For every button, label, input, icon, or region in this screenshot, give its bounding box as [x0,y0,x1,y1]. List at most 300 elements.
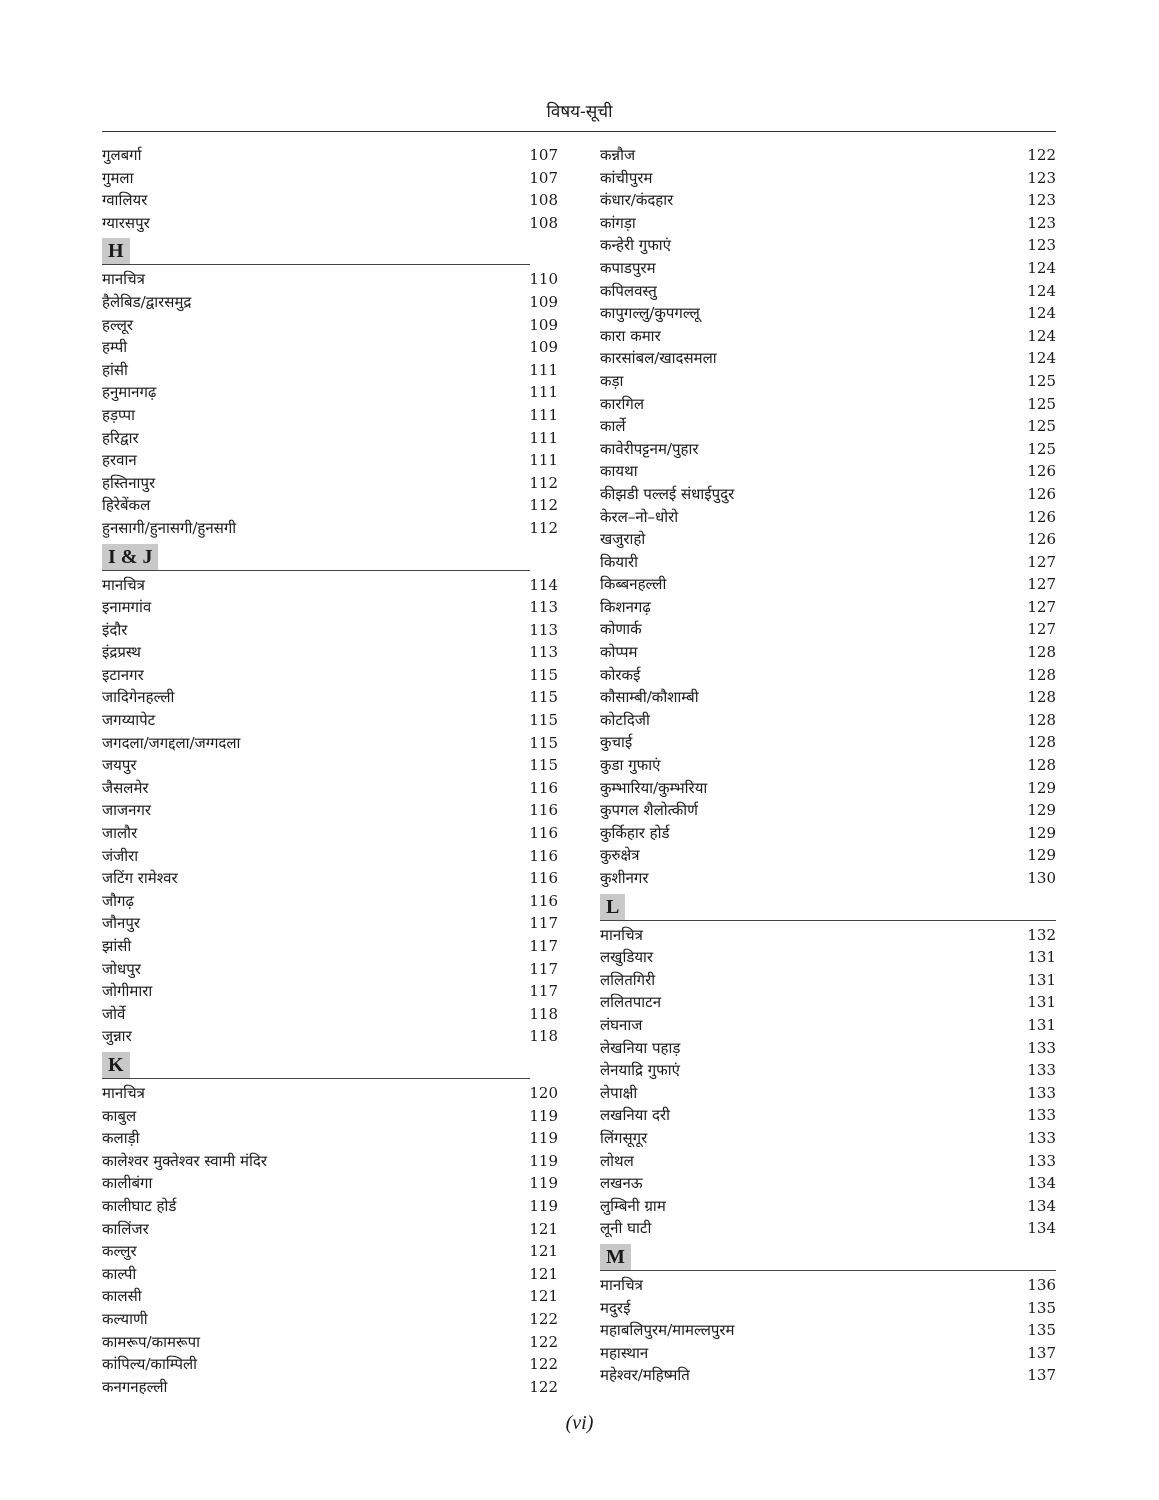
page-number: (vi) [565,1412,594,1434]
entry-page-number: 131 [1027,993,1056,1012]
index-entry [102,1331,558,1354]
index-entry [102,709,558,732]
index-entry [600,280,1056,303]
entry-name: कांगड़ा [600,213,636,232]
entry-name: इंदौर [102,620,128,639]
entry-name: केरल–नो–धोरो [600,507,679,526]
index-entry [102,799,558,822]
entry-name: जौनपुर [102,914,140,933]
entry-page-number: 133 [1027,1151,1056,1170]
index-entry [600,551,1056,574]
entry-page-number: 122 [1027,146,1056,164]
entry-page-number: 115 [529,688,558,707]
entry-page-number: 117 [529,937,558,955]
index-entry [600,1274,1056,1297]
index-entry [102,890,558,913]
entry-page-number: 127 [1027,597,1056,616]
entry-page-number: 129 [1027,846,1056,865]
entry-name: जौगढ़ [102,891,134,910]
index-entry [102,359,558,382]
entry-page-number: 116 [529,891,558,910]
index-entry [102,1082,558,1105]
entry-name: महेश्वर/महिष्मति [600,1366,690,1385]
entry-page-number: 115 [529,756,558,775]
index-entry [102,980,558,1003]
entry-page-number: 137 [1027,1343,1056,1362]
entry-page-number: 121 [529,1219,558,1238]
entry-name: कल्याणी [102,1309,148,1328]
index-entry [102,1376,558,1399]
index-entry [600,686,1056,709]
index-entry [102,1003,558,1026]
index-entry [102,732,558,755]
entry-page-number: 114 [529,575,558,594]
index-entry [600,1150,1056,1173]
entry-name: महास्थान [600,1343,649,1362]
entry-page-number: 133 [1027,1106,1056,1125]
index-entry [600,212,1056,235]
entry-name: काल्पी [102,1264,137,1283]
index-entry [600,1364,1056,1387]
index-entry [600,325,1056,348]
section-letter: H [102,238,130,264]
entry-name: कालीघाट होर्ड [102,1196,177,1215]
index-entry [600,370,1056,393]
entry-page-number: 115 [529,711,558,730]
entry-name: जाजनगर [102,801,152,820]
index-entry [102,144,558,167]
entry-page-number: 124 [1027,258,1056,277]
entry-name: काबुल [102,1106,137,1125]
entry-name: जादिगेनहल्ली [102,688,175,707]
entry-name: हड़प्पा [102,405,136,424]
entry-name: हल्लूर [102,315,134,334]
entry-page-number: 112 [529,473,558,492]
entry-page-number: 122 [529,1332,558,1351]
index-entry [600,1342,1056,1365]
entry-page-number: 129 [1027,823,1056,842]
entry-page-number: 121 [529,1242,558,1261]
index-entry [102,574,558,597]
index-entry [102,754,558,777]
entry-page-number: 112 [529,518,558,537]
index-entry [600,1217,1056,1240]
index-entry [600,618,1056,641]
entry-page-number: 128 [1027,733,1056,752]
index-entry [600,596,1056,619]
index-entry [600,167,1056,190]
index-entry [102,1285,558,1308]
entry-page-number: 134 [1027,1219,1056,1238]
entry-page-number: 111 [529,405,558,424]
section-heading [102,234,558,268]
index-entry [600,991,1056,1014]
entry-name: कायथा [600,462,638,481]
entry-page-number: 128 [1027,665,1056,684]
entry-name: गुलबर्गा [102,146,142,164]
entry-name: जोधपुर [102,959,141,978]
page-title: विषय-सूची [546,102,613,122]
index-entry [600,506,1056,529]
section-rule [102,264,530,265]
entry-name: जोर्वे [102,1004,126,1023]
section-rule [600,1270,1056,1271]
index-entry [102,1127,558,1150]
section-rule [600,920,1056,921]
index-entry [102,641,558,664]
entry-page-number: 128 [1027,710,1056,729]
entry-page-number: 109 [529,338,558,357]
index-entry [600,528,1056,551]
entry-name: कन्नौज [600,146,636,164]
entry-page-number: 111 [529,383,558,402]
index-entry [102,1150,558,1173]
section-letter: L [600,894,625,920]
entry-page-number: 131 [1027,948,1056,967]
entry-name: हरवान [102,451,137,470]
entry-name: जगय्यापेट [102,711,156,730]
index-entry [600,1104,1056,1127]
entry-page-number: 124 [1027,304,1056,323]
entry-page-number: 115 [529,665,558,684]
entry-name: लूनी घाटी [600,1219,652,1238]
entry-name: कामरूप/कामरूपा [102,1332,201,1351]
entry-page-number: 119 [529,1196,558,1215]
entry-name: जयपुर [102,756,137,775]
entry-page-number: 121 [529,1287,558,1306]
index-entry [600,731,1056,754]
section-letter: K [102,1052,130,1078]
index-entry [600,754,1056,777]
entry-name: लुम्बिनी ग्राम [600,1196,666,1215]
entry-page-number: 110 [529,270,558,289]
entry-page-number: 109 [529,315,558,334]
entry-name: हुनसागी/हुनासगी/हुनसगी [102,518,237,537]
entry-name: लखनिया दरी [600,1106,670,1125]
entry-name: कुचाई [600,733,633,752]
entry-name: खजुराहो [600,530,646,549]
index-entry [102,1240,558,1263]
entry-page-number: 125 [1027,371,1056,390]
entry-page-number: 125 [1027,439,1056,458]
index-entry [600,1195,1056,1218]
index-column-left [102,144,558,1398]
entry-name: कुर्किहार होर्ड [600,823,670,842]
entry-name: हैलेबिड/द्वारसमुद्र [102,292,192,311]
index-entry [600,438,1056,461]
entry-page-number: 115 [529,733,558,752]
entry-name: इटानगर [102,665,144,684]
entry-page-number: 117 [529,914,558,933]
index-entry [102,189,558,212]
section-heading [600,890,1056,924]
entry-name: जुन्नार [102,1027,132,1046]
entry-name: किब्बनहल्ली [600,575,667,594]
entry-page-number: 117 [529,959,558,978]
index-entry [102,167,558,190]
index-entry [600,777,1056,800]
entry-page-number: 108 [529,191,558,210]
entry-page-number: 113 [529,598,558,617]
index-entry [600,347,1056,370]
entry-name: कुडा गुफाएं [600,756,661,775]
entry-page-number: 116 [529,846,558,865]
entry-name: कार्ले [600,417,626,436]
entry-page-number: 116 [529,869,558,888]
entry-page-number: 108 [529,213,558,232]
index-entry [600,483,1056,506]
index-entry [600,799,1056,822]
entry-page-number: 107 [529,168,558,187]
index-entry [600,415,1056,438]
entry-name: कुशीनगर [600,869,649,887]
index-entry [600,1297,1056,1320]
entry-page-number: 134 [1027,1174,1056,1193]
index-entry [102,291,558,314]
index-entry [102,449,558,472]
index-column-right [600,144,1056,1387]
index-entry [600,969,1056,992]
index-entry [600,1172,1056,1195]
index-entry [102,336,558,359]
entry-page-number: 112 [529,496,558,515]
index-entry [600,641,1056,664]
entry-name: कीझडी पल्लई संधाईपुदुर [600,484,735,503]
entry-name: जोगीमारा [102,982,153,1001]
entry-page-number: 126 [1027,507,1056,526]
entry-page-number: 133 [1027,1061,1056,1080]
index-entry [102,427,558,450]
index-entry [600,1059,1056,1082]
entry-name: कावेरीपट्टनम/पुहार [600,439,699,458]
entry-name: कोप्पम [600,643,638,662]
entry-page-number: 122 [529,1377,558,1396]
entry-page-number: 128 [1027,643,1056,662]
index-entry [102,619,558,642]
entry-page-number: 111 [529,360,558,379]
index-entry [102,845,558,868]
entry-name: कपिलवस्तु [600,281,657,300]
entry-page-number: 133 [1027,1038,1056,1057]
entry-name: जटिंग रामेश्वर [102,869,178,888]
entry-page-number: 129 [1027,801,1056,820]
entry-name: कोणार्क [600,620,642,639]
entry-page-number: 118 [529,1004,558,1023]
header-rule [102,131,1056,132]
index-entry [600,1319,1056,1342]
entry-page-number: 133 [1027,1128,1056,1147]
entry-name: कुपगल शैलोत्कीर्ण [600,801,698,820]
index-entry [600,709,1056,732]
index-entry [102,1218,558,1241]
index-entry [600,822,1056,845]
entry-name: हस्तिनापुर [102,473,156,492]
section-heading [102,540,558,574]
index-entry [600,257,1056,280]
entry-page-number: 135 [1027,1321,1056,1340]
entry-name: कोरकई [600,665,641,684]
entry-name: इनामगांव [102,598,152,617]
entry-page-number: 119 [529,1106,558,1125]
entry-page-number: 131 [1027,1015,1056,1034]
index-entry [600,234,1056,257]
entry-name: जगदला/जगद्दला/जग्गदला [102,733,241,752]
entry-name: कलाड़ी [102,1129,140,1148]
index-entry [600,393,1056,416]
entry-name: लेनयाद्रि गुफाएं [600,1061,680,1080]
entry-page-number: 118 [529,1027,558,1046]
index-entry [102,935,558,958]
entry-name: कल्लुर [102,1242,137,1261]
entry-page-number: 130 [1027,869,1056,887]
entry-name: झांसी [102,937,132,955]
entry-name: लेपाक्षी [600,1083,638,1102]
entry-page-number: 134 [1027,1196,1056,1215]
entry-page-number: 109 [529,292,558,311]
entry-page-number: 135 [1027,1298,1056,1317]
section-letter: I & J [102,544,158,570]
entry-name: कालेश्वर मुक्तेश्वर स्वामी मंदिर [102,1151,268,1170]
entry-page-number: 128 [1027,756,1056,775]
entry-page-number: 125 [1027,417,1056,436]
index-entry [102,664,558,687]
entry-name: लखुडियार [600,948,654,967]
entry-name: कौसाम्बी/कौशाम्बी [600,688,699,707]
index-entry [600,946,1056,969]
entry-page-number: 128 [1027,688,1056,707]
entry-page-number: 121 [529,1264,558,1283]
section-rule [102,570,530,571]
entry-page-number: 119 [529,1129,558,1148]
entry-name: मानचित्र [102,575,145,594]
index-entry [102,1105,558,1128]
entry-name: कन्हेरी गुफाएं [600,236,671,255]
index-entry [600,460,1056,483]
index-entry [102,686,558,709]
entry-page-number: 127 [1027,552,1056,571]
index-entry [102,1263,558,1286]
index-entry [102,1172,558,1195]
entry-page-number: 116 [529,824,558,843]
entry-page-number: 116 [529,778,558,797]
entry-name: हम्पी [102,338,128,357]
entry-page-number: 123 [1027,168,1056,187]
entry-name: हनुमानगढ़ [102,383,157,402]
entry-page-number: 111 [529,451,558,470]
index-entry [102,268,558,291]
entry-name: कंधार/कंदहार [600,191,674,210]
entry-name: कोटदिजी [600,710,650,729]
entry-name: लोथल [600,1151,634,1170]
index-entry [600,1127,1056,1150]
index-entry [102,517,558,540]
index-entry [600,573,1056,596]
entry-name: जैसलमेर [102,778,149,797]
index-entry [102,381,558,404]
entry-page-number: 137 [1027,1366,1056,1385]
index-entry [102,1308,558,1331]
index-entry [600,144,1056,167]
index-entry [600,1014,1056,1037]
entry-page-number: 122 [529,1355,558,1374]
index-entry [600,844,1056,867]
entry-name: मानचित्र [600,1275,643,1294]
section-rule [102,1078,530,1079]
entry-name: ग्यारसपुर [102,213,150,232]
index-entry [600,1082,1056,1105]
entry-page-number: 123 [1027,213,1056,232]
index-entry [102,777,558,800]
index-entry [102,822,558,845]
entry-page-number: 124 [1027,349,1056,368]
entry-page-number: 125 [1027,394,1056,413]
entry-page-number: 129 [1027,778,1056,797]
entry-name: ग्वालियर [102,191,148,210]
entry-name: महाबलिपुरम/मामल्लपुरम [600,1321,735,1340]
section-letter: M [600,1244,631,1270]
entry-name: ललितगिरी [600,970,656,989]
entry-name: कांपिल्य/काम्पिली [102,1355,198,1374]
index-entry [102,912,558,935]
entry-name: लखनऊ [600,1174,643,1193]
section-heading [600,1240,1056,1274]
entry-page-number: 107 [529,146,558,164]
entry-page-number: 124 [1027,326,1056,345]
entry-name: कालीबंगा [102,1174,153,1193]
entry-page-number: 132 [1027,925,1056,944]
section-heading [102,1048,558,1082]
index-entry [102,1025,558,1048]
entry-name: कालसी [102,1287,142,1306]
index-entry [102,494,558,517]
entry-name: कुरुक्षेत्र [600,846,640,865]
entry-name: ललितपाटन [600,993,662,1012]
index-entry [102,1195,558,1218]
index-entry [600,302,1056,325]
entry-name: किशनगढ़ [600,597,651,616]
entry-name: कारा कमार [600,326,661,345]
entry-page-number: 127 [1027,620,1056,639]
entry-page-number: 123 [1027,236,1056,255]
entry-name: कनगनहल्ली [102,1377,168,1396]
index-entry [102,1353,558,1376]
entry-name: जंजीरा [102,846,139,865]
entry-page-number: 117 [529,982,558,1001]
index-entry [600,867,1056,890]
entry-name: कालिंजर [102,1219,149,1238]
index-entry [102,958,558,981]
entry-name: कांचीपुरम [600,168,653,187]
index-entry [102,596,558,619]
entry-name: कियारी [600,552,639,571]
index-entry [600,664,1056,687]
entry-name: मानचित्र [102,270,145,289]
entry-name: इंद्रप्रस्थ [102,643,141,662]
entry-page-number: 122 [529,1309,558,1328]
index-entry [102,472,558,495]
entry-page-number: 111 [529,428,558,447]
entry-name: जालौर [102,824,138,843]
entry-name: कड़ा [600,371,624,390]
entry-name: कारगिल [600,394,645,413]
index-entry [600,1037,1056,1060]
index-entry [102,212,558,235]
entry-page-number: 124 [1027,281,1056,300]
entry-name: हरिद्वार [102,428,139,447]
entry-name: हिरेबेंकल [102,496,151,515]
entry-page-number: 136 [1027,1275,1056,1294]
entry-page-number: 119 [529,1151,558,1170]
